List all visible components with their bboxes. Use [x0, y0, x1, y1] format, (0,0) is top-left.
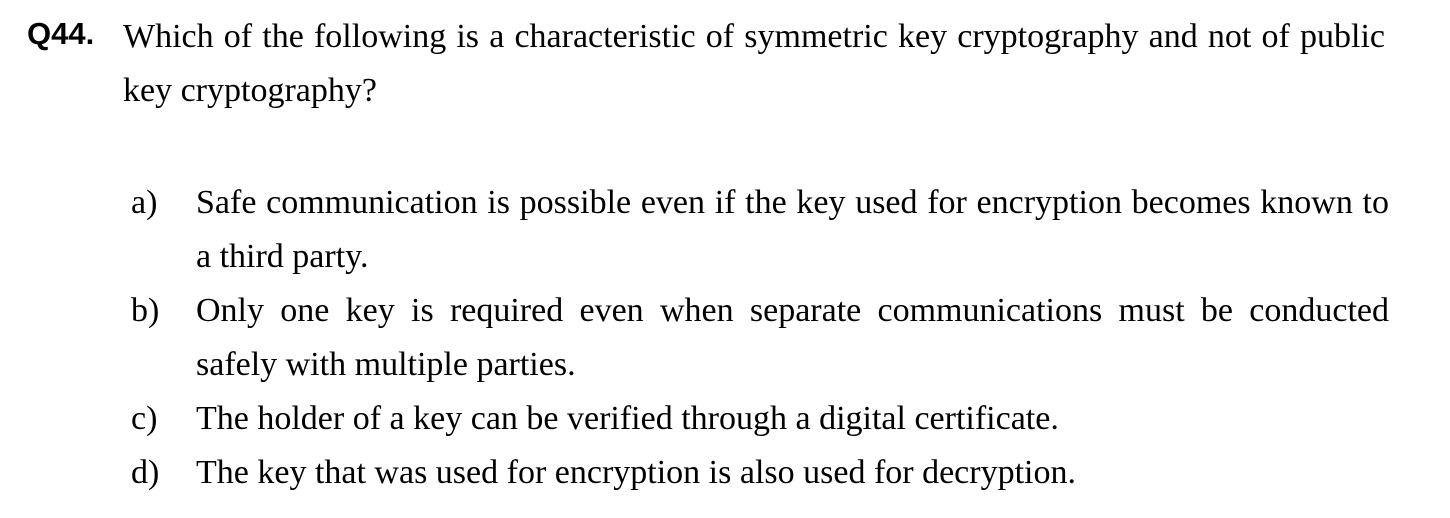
option-b[interactable]	[131, 284, 1389, 392]
question-text: Which of the following is a characteristic of symmetric key cryptography and not of public key cryptography?	[123, 18, 1385, 109]
option-letter: a)	[131, 184, 158, 221]
option-a[interactable]	[131, 176, 1389, 284]
option-text: Safe communication is possible even if the key used for encryption becomes known to a third party.	[196, 184, 1389, 275]
option-c[interactable]	[131, 392, 1389, 446]
option-letter: b)	[131, 292, 160, 329]
option-letter: d)	[131, 454, 160, 491]
option-letter: c)	[131, 400, 158, 437]
option-d[interactable]	[131, 446, 1389, 500]
option-text: The holder of a key can be verified through a digital certificate.	[196, 400, 1059, 437]
question-number: Q44.	[27, 16, 95, 51]
option-text: Only one key is required even when separate communications must be conducted safely with multiple parties.	[196, 292, 1389, 383]
option-text: The key that was used for encryption is also used for decryption.	[196, 454, 1076, 491]
answer-options	[131, 176, 1389, 500]
